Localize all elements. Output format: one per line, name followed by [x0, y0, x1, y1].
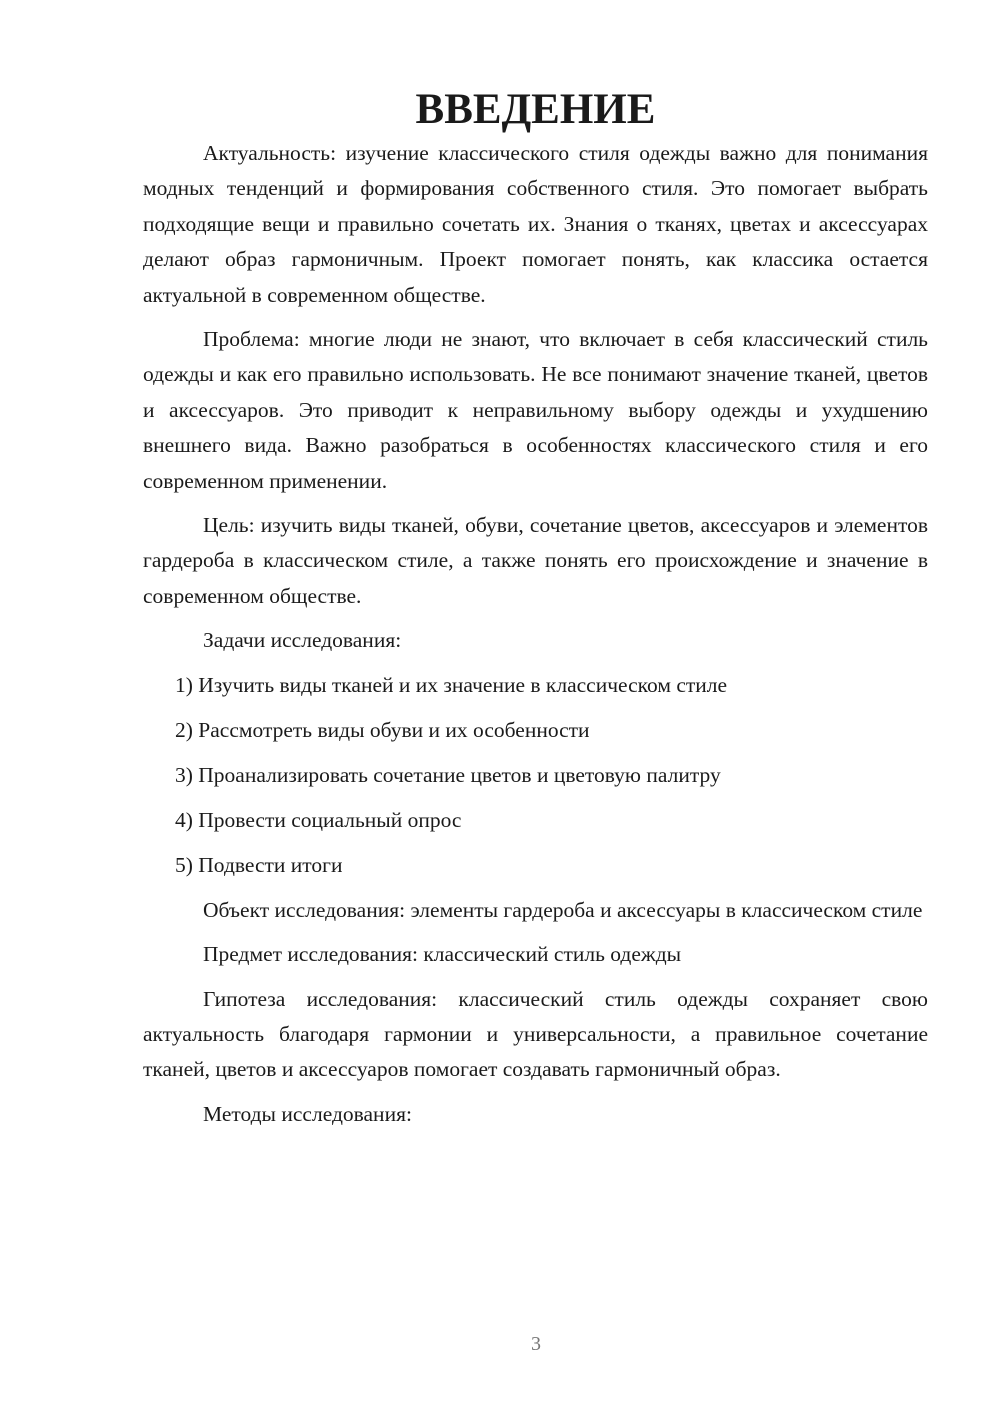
list-item: 3) Проанализировать сочетание цветов и цветовую палитру	[175, 762, 721, 787]
section-heading: ВВЕДЕНИЕ	[415, 86, 656, 133]
list-item: 5) Подвести итоги	[175, 852, 343, 877]
list-item: 4) Провести социальный опрос	[175, 807, 462, 832]
tasks-list	[143, 668, 928, 883]
tasks-heading: Задачи исследования:	[203, 628, 402, 653]
goal-paragraph: Цель: изучить виды тканей, обуви, сочетание цветов, аксессуаров и элементов гардероба в классическом стиле, а также понять его происхождение и значение в современном обществе.	[143, 513, 928, 608]
problem-paragraph: Проблема: многие люди не знают, что включает в себя классический стиль одежды и как его правильно использовать. Не все понимают значение тканей, цветов и аксессуаров. Это приводит к неправильному выбору одежды и ухудшению внешнего вида. Важно разобраться в особенностях классического стиля и его современном применении.	[143, 327, 928, 493]
methods-heading: Методы исследования:	[203, 1101, 412, 1126]
subject-paragraph: Предмет исследования: классический стиль одежды	[203, 942, 682, 967]
page-number: 3	[531, 1333, 541, 1355]
relevance-paragraph: Актуальность: изучение классического стиля одежды важно для понимания модных тенденций и формирования собственного стиля. Это помогает выбрать подходящие вещи и правильно сочетать их. Знания о тканях, цветах и аксессуарах делают образ гармоничным. Проект помогает понять, как классика остается актуальной в современном обществе.	[143, 141, 928, 307]
object-paragraph: Объект исследования: элементы гардероба и аксессуары в классическом стиле	[203, 897, 923, 922]
document-page	[143, 86, 928, 1141]
hypothesis-paragraph: Гипотеза исследования: классический стиль одежды сохраняет свою актуальность благодаря гармонии и универсальности, а правильное сочетание тканей, цветов и аксессуаров помогает создавать гармоничный образ.	[143, 986, 928, 1082]
list-item: 2) Рассмотреть виды обуви и их особенности	[175, 717, 590, 742]
list-item: 1) Изучить виды тканей и их значение в классическом стиле	[175, 672, 728, 697]
